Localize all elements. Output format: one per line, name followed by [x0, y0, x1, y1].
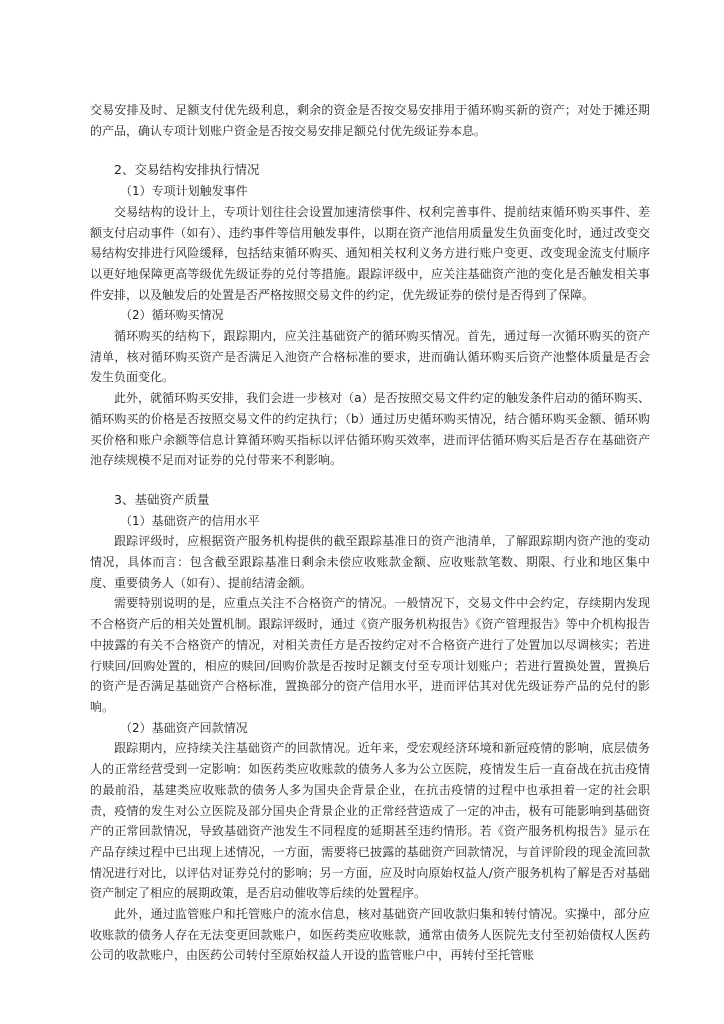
subsection-heading-2-2: （2）循环购买情况 [120, 308, 224, 323]
paragraph-2-1: 交易结构的设计上，专项计划往往会设置加速清偿事件、权利完善事件、提前结束循环购买事件、差额支付启动事件（如有）、违约事件等信用触发事件，以期在资产池信用质量发生负面变化时，通过改变交易结构安排进行风险缓释，包括结束循环购买、通知相关权利义务方进行账户变更、改变现金流支付顺序以更好地保障更高等级优先级证券的兑付等措施。跟踪评级中，应关注基础资产池的变化是否触发相关事件安排，以及触发后的处置是否严格按照交易文件的约定，优先级证券的偿付是否得到了保障。 [90, 204, 650, 302]
paragraph-3-1-b: 需要特别说明的是，应重点关注不合格资产的情况。一般情况下，交易文件中会约定，存续期内发现不合格资产后的相关处置机制。跟踪评级时，通过《资产服务机构报告》《资产管理报告》等中介机构报告中披露的有关不合格资产的情况，对相关责任方是否按约定对不合格资产进行了处置加以尽调核实；若进行赎回/回购处置的，相应的赎回/回购价款是否按时足额支付至专项计划账户；若进行置换处置，置换后的资产是否满足基础资产合格标准，置换部分的资产信用水平，进而评估其对优先级证券产品的兑付的影响。 [90, 596, 650, 714]
document-page [90, 100, 650, 966]
paragraph-3-2-a: 跟踪期内，应持续关注基础资产的回款情况。近年来，受宏观经济环境和新冠疫情的影响，底层债务人的正常经营受到一定影响：如医药类应收账款的债务人多为公立医院，疫情发生后一直奋战在抗击疫情的最前沿，基建类应收账款的债务人多为国央企背景企业，在抗击疫情的过程中也承担着一定的社会职责，疫情的发生对公立医院及部分国央企背景企业的正常经营造成了一定的冲击，极有可能影响到基础资产的正常回款情况，导致基础资产池发生不同程度的延期甚至违约情形。若《资产服务机构报告》显示在产品存续过程中已出现上述情况，一方面，需要将已披露的基础资产回款情况，与首评阶段的现金流回款情况进行对比，以评估对证券兑付的影响；另一方面，应及时向原始权益人/资产服务机构了解是否对基础资产制定了相应的展期政策，是否启动催收等后续的处置程序。 [90, 741, 650, 901]
section-heading-2: 2、交易结构安排执行情况 [114, 162, 260, 178]
subsection-heading-3-2: （2）基础资产回款情况 [120, 720, 248, 735]
paragraph-3-1-a: 跟踪评级时，应根据资产服务机构提供的截至跟踪基准日的资产池清单，了解跟踪期内资产池的变动情况，具体而言：包含截至跟踪基准日剩余未偿应收账款金额、应收账款笔数、期限、行业和地区集中度、重要债务人（如有）、提前结清金额。 [90, 534, 650, 590]
paragraph-2-2-a: 循环购买的结构下，跟踪期内，应关注基础资产的循环购买情况。首先，通过每一次循环购买的资产清单，核对循环购买资产是否满足入池资产合格标准的要求，进而确认循环购买后资产池整体质量是否会发生负面变化。 [90, 329, 650, 385]
paragraph-3-2-b: 此外，通过监管账户和托管账户的流水信息，核对基础资产回收款归集和转付情况。实操中，部分应收账款的债务人存在无法变更回款账户，如医药类应收账款，通常由债务人医院先支付至初始债权人医药公司的收款账户，由医药公司转付至原始权益人开设的监管账户中，再转付至托管账 [90, 907, 650, 963]
subsection-heading-3-1: （1）基础资产的信用水平 [120, 513, 260, 528]
section-heading-3: 3、基础资产质量 [114, 491, 210, 507]
paragraph-intro: 交易安排及时、足额支付优先级利息，剩余的资金是否按交易安排用于循环购买新的资产；对处于摊还期的产品，确认专项计划账户资金是否按交易安排足额兑付优先级证券本息。 [90, 103, 650, 138]
paragraph-2-2-b: 此外，就循环购买安排，我们会进一步核对（a）是否按照交易文件约定的触发条件启动的循环购买、循环购买的价格是否按照交易文件的约定执行；（b）通过历史循环购买情况，结合循环购买金额、循环购买价格和账户余额等信息计算循环购买指标以评估循环购买效率，进而评估循环购买后是否存在基础资产池存续规模不足而对证券的兑付带来不利影响。 [90, 391, 650, 468]
subsection-heading-2-1: （1）专项计划触发事件 [120, 184, 248, 199]
